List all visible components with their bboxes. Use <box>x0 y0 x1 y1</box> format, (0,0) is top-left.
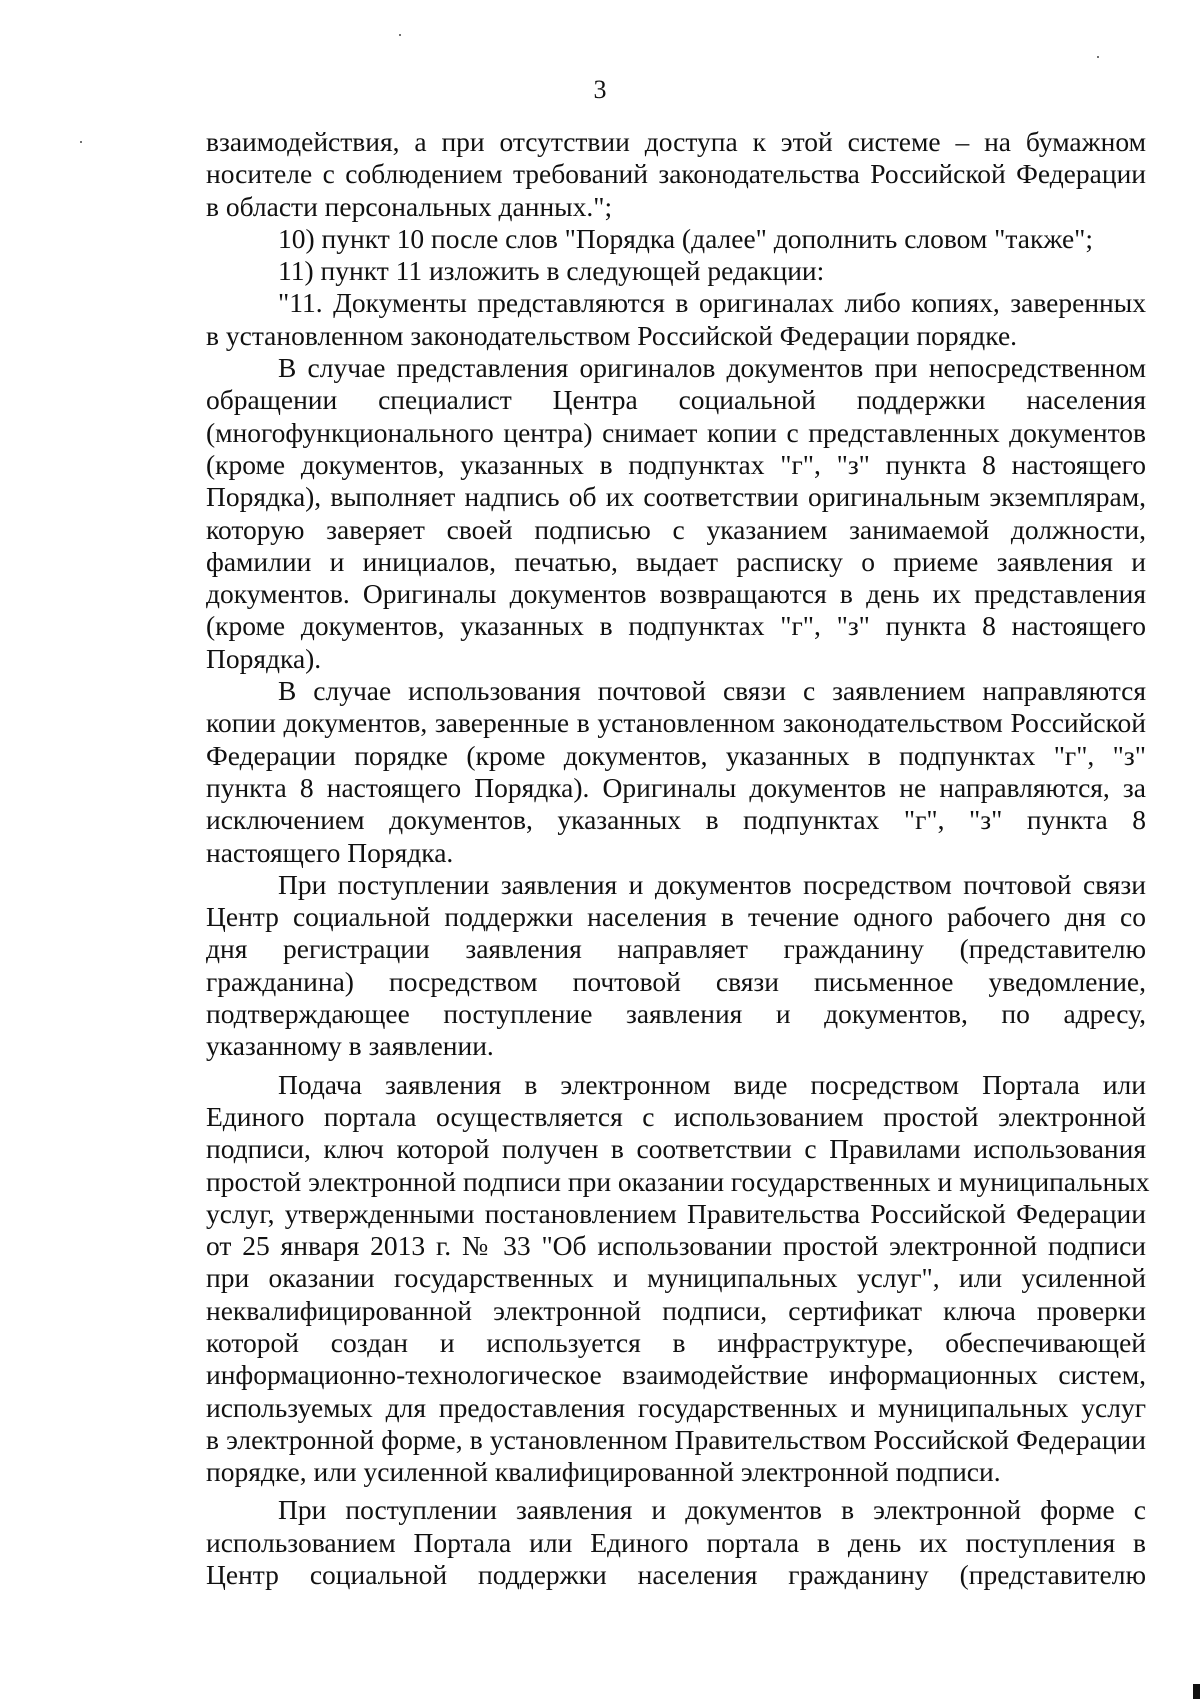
text-line: Порядка). <box>206 642 322 674</box>
text-line: Единого портала осуществляется с использованием простой электронной <box>206 1100 1146 1132</box>
text-line: неквалифицированной электронной подписи, сертификат ключа проверки <box>206 1294 1146 1326</box>
text-line: при оказании государственных и муниципальных услуг", или усиленной <box>206 1262 1146 1294</box>
text-line: услуг, утвержденными постановлением Правительства Российской Федерации <box>206 1197 1146 1229</box>
text-line: исключением документов, указанных в подпунктах "г", "з" пункта 8 <box>206 804 1146 836</box>
text-line: информационно-технологическое взаимодействие информационных систем, <box>206 1359 1146 1391</box>
text-line: обращении специалист Центра социальной поддержки населения <box>206 384 1146 416</box>
text-line: которой создан и используется в инфраструктуре, обеспечивающей <box>206 1326 1146 1358</box>
paragraph <box>206 675 1146 869</box>
text-line: (многофункционального центра) снимает копии с представленных документов <box>206 416 1146 448</box>
text-line: Порядка), выполняет надпись об их соответствии оригинальным экземплярам, <box>206 481 1146 513</box>
paragraph <box>206 1068 1150 1489</box>
text-line: гражданина) посредством почтовой связи письменное уведомление, <box>206 965 1146 997</box>
text-line: Федерации порядке (кроме документов, указанных в подпунктах "г", "з" <box>206 739 1146 771</box>
text-line: в области персональных данных."; <box>206 190 613 222</box>
text-line: 11) пункт 11 изложить в следующей редакции: <box>278 255 825 287</box>
paragraph <box>206 126 1146 223</box>
text-line: простой электронной подписи при оказании государственных и муниципальных <box>206 1165 1150 1197</box>
paragraph <box>206 1494 1146 1591</box>
text-line: указанному в заявлении. <box>206 1030 494 1062</box>
text-line: 10) пункт 10 после слов "Порядка (далее" дополнить словом "также"; <box>278 222 1094 254</box>
text-line: Центр социальной поддержки населения в течение одного рабочего дня со <box>206 901 1146 933</box>
paragraph <box>206 352 1146 675</box>
text-line: При поступлении заявления и документов в электронной форме с <box>278 1494 1146 1526</box>
text-line: от 25 января 2013 г. № 33 "Об использовании простой электронной подписи <box>206 1230 1146 1262</box>
text-line: копии документов, заверенные в установленном законодательством Российской <box>206 707 1146 739</box>
text-line: (кроме документов, указанных в подпунктах "г", "з" пункта 8 настоящего <box>206 448 1146 480</box>
paragraph <box>206 223 1146 255</box>
scan-speck <box>1097 56 1099 58</box>
document-body <box>206 126 1150 1591</box>
scan-edge-mark <box>1193 1684 1200 1699</box>
text-line: Центр социальной поддержки населения гражданину (представителю <box>206 1559 1146 1591</box>
text-line: Подача заявления в электронном виде посредством Портала или <box>278 1068 1146 1100</box>
text-line: в установленном законодательством Российской Федерации порядке. <box>206 319 1018 351</box>
page-number: 3 <box>593 75 607 104</box>
text-line: При поступлении заявления и документов посредством почтовой связи <box>278 868 1146 900</box>
text-line: "11. Документы представляются в оригиналах либо копиях, заверенных <box>278 287 1146 319</box>
text-line: В случае представления оригиналов документов при непосредственном <box>278 352 1146 384</box>
text-line: подписи, ключ которой получен в соответствии с Правилами использования <box>206 1133 1146 1165</box>
text-line: взаимодействия, а при отсутствии доступа к этой системе – на бумажном <box>206 126 1146 157</box>
text-line: пункта 8 настоящего Порядка). Оригиналы документов не направляются, за <box>206 771 1146 803</box>
text-line: фамилии и инициалов, печатью, выдает расписку о приеме заявления и <box>206 545 1146 577</box>
text-line: носителе с соблюдением требований законодательства Российской Федерации <box>206 158 1146 190</box>
text-line: использованием Портала или Единого портала в день их поступления в <box>206 1526 1146 1558</box>
text-line: дня регистрации заявления направляет гражданину (представителю <box>206 933 1146 965</box>
text-line: используемых для предоставления государственных и муниципальных услуг <box>206 1391 1146 1423</box>
text-line: которую заверяет своей подписью с указанием занимаемой должности, <box>206 513 1146 545</box>
text-line: документов. Оригиналы документов возвращаются в день их представления <box>206 578 1146 610</box>
text-line: В случае использования почтовой связи с заявлением направляются <box>278 675 1146 707</box>
text-line: (кроме документов, указанных в подпунктах "г", "з" пункта 8 настоящего <box>206 610 1146 642</box>
paragraph <box>206 255 1146 287</box>
scan-speck <box>80 141 82 143</box>
text-line: подтверждающее поступление заявления и документов, по адресу, <box>206 998 1146 1030</box>
text-line: настоящего Порядка. <box>206 836 454 868</box>
scan-speck <box>399 34 401 36</box>
text-line: порядке, или усиленной квалифицированной электронной подписи. <box>206 1456 1001 1488</box>
text-line: в электронной форме, в установленном Правительством Российской Федерации <box>206 1423 1146 1455</box>
paragraph <box>206 287 1146 352</box>
paragraph <box>206 869 1146 1063</box>
